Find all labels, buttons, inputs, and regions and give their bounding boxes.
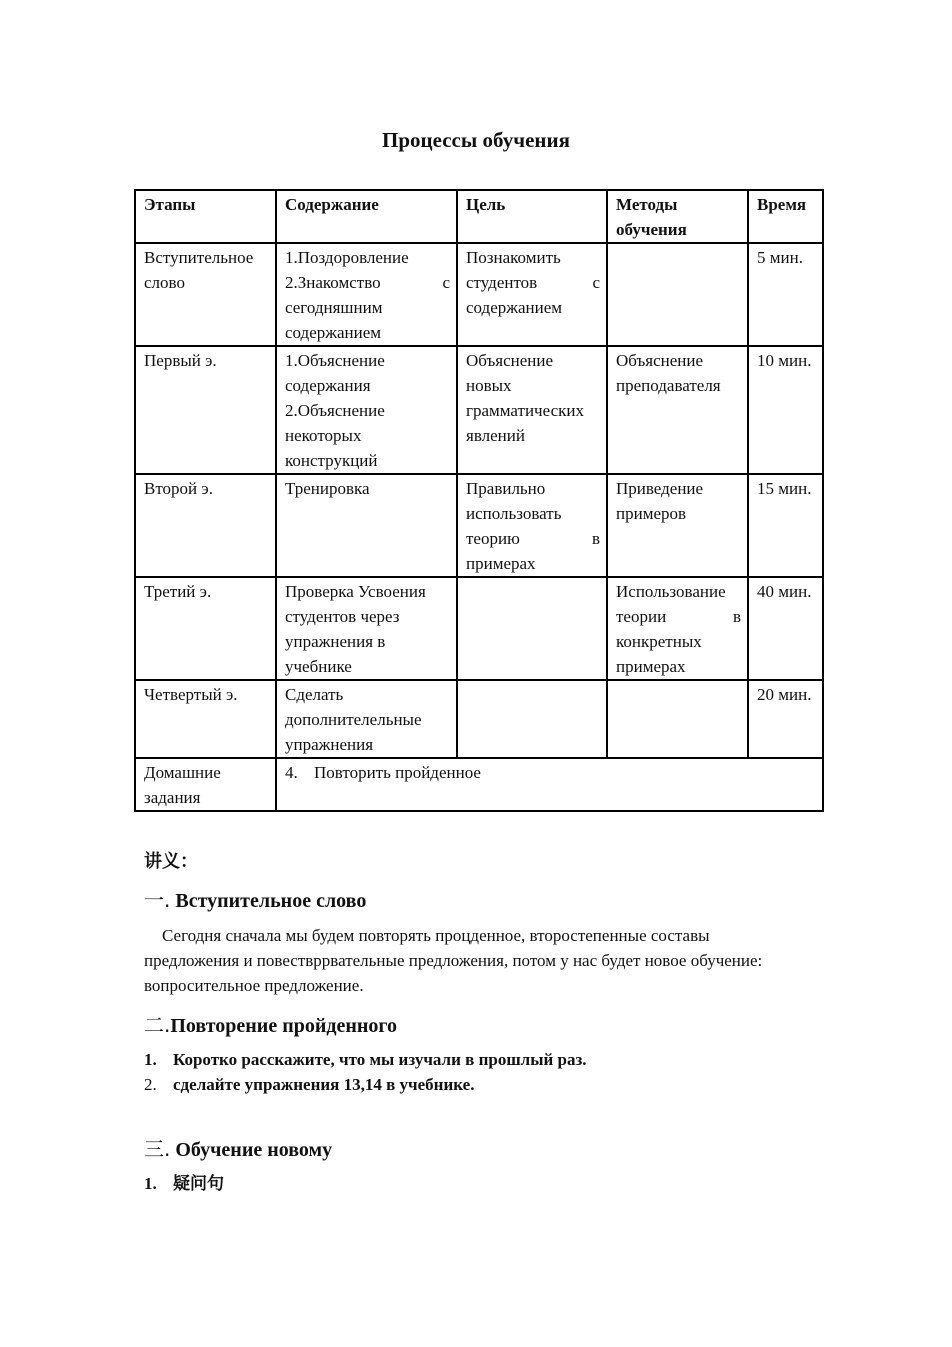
cell-time: 10 мин. [748, 346, 823, 474]
page-title: Процессы обучения [382, 128, 570, 152]
table-header-row [135, 190, 823, 243]
list-item [144, 1047, 804, 1072]
header-content: Содержание [276, 190, 457, 243]
cell-stage: Первый э. [135, 346, 276, 474]
header-stages: Этапы [135, 190, 276, 243]
list-item [144, 1171, 804, 1197]
section-marker: 一. [144, 888, 171, 912]
section-title: Вступительное слово [175, 890, 367, 912]
list-number: 1. [144, 1050, 157, 1069]
homework-cell [276, 758, 823, 811]
homework-row [135, 758, 823, 811]
cell-method [607, 243, 748, 346]
content-line: 1.Объяснение содержания [285, 351, 385, 395]
lesson-plan-table [134, 189, 824, 812]
cell-time: 15 мин. [748, 474, 823, 577]
list-number: 1. [144, 1174, 157, 1193]
cell-method: Приведение примеров [607, 474, 748, 577]
cell-stage: Вступительное слово [135, 243, 276, 346]
cell-stage: Домашние задания [135, 758, 276, 811]
section-marker: 二. [144, 1013, 171, 1037]
cell-content [276, 346, 457, 474]
section-heading-review [144, 1009, 397, 1038]
list-text: сделайте упражнения 13,14 в учебнике. [173, 1075, 475, 1094]
cell-time: 20 мин. [748, 680, 823, 758]
section-heading-intro [144, 884, 366, 913]
content-line: Проверка Усвоения студентов через упражнения в учебнике [285, 582, 426, 676]
header-goal: Цель [457, 190, 607, 243]
content-line: 2.Знакомство с сегодняшним содержанием [285, 273, 450, 342]
section-title: Повторение пройденного [170, 1015, 397, 1037]
cell-content [276, 243, 457, 346]
review-list [144, 1047, 804, 1097]
cell-method [607, 680, 748, 758]
table-row [135, 243, 823, 346]
cell-method: Объяснение преподавателя [607, 346, 748, 474]
table-row [135, 680, 823, 758]
header-methods: Методы обучения [607, 190, 748, 243]
table-row [135, 346, 823, 474]
list-item [144, 1072, 804, 1097]
cell-goal [457, 577, 607, 680]
cell-goal [457, 680, 607, 758]
homework-text: Повторить пройденное [314, 763, 481, 782]
cell-stage: Четвертый э. [135, 680, 276, 758]
content-line: 2.Объяснение некоторых конструкций [285, 401, 385, 470]
section-title: Обучение новому [175, 1139, 333, 1161]
cell-time: 40 мин. [748, 577, 823, 680]
cell-stage: Третий э. [135, 577, 276, 680]
content-line: 1.Поздоровление [285, 248, 409, 267]
intro-paragraph: Сегодня сначала мы будем повторять процденное, второстепенные составы предложения и повествррвательные предложения, потом у нас будет новое обучение: вопросительное предложение. [144, 926, 763, 995]
header-time: Время [748, 190, 823, 243]
content-line: Сделать дополнителельные упражнения [285, 685, 422, 754]
list-number: 2. [144, 1075, 157, 1094]
cell-goal: Объяснение новых грамматических явлений [457, 346, 607, 474]
homework-number: 4. [285, 763, 298, 782]
cell-stage: Второй э. [135, 474, 276, 577]
section-marker: 三. [144, 1137, 171, 1161]
cell-content [276, 474, 457, 577]
list-text: 疑问句 [173, 1174, 224, 1194]
notes-label: 讲义： [144, 851, 198, 872]
list-text: Коротко расскажите, что мы изучали в прошлый раз. [173, 1050, 587, 1069]
new-topic-list [144, 1171, 804, 1197]
cell-method: Использование теории в конкретных примерах [607, 577, 748, 680]
cell-goal: Познакомить студентов с содержанием [457, 243, 607, 346]
section-heading-new [144, 1133, 332, 1162]
table-row [135, 577, 823, 680]
cell-time: 5 мин. [748, 243, 823, 346]
cell-goal: Правильно использовать теорию в примерах [457, 474, 607, 577]
table-row [135, 474, 823, 577]
cell-content [276, 680, 457, 758]
content-line: Тренировка [285, 479, 370, 498]
cell-content [276, 577, 457, 680]
